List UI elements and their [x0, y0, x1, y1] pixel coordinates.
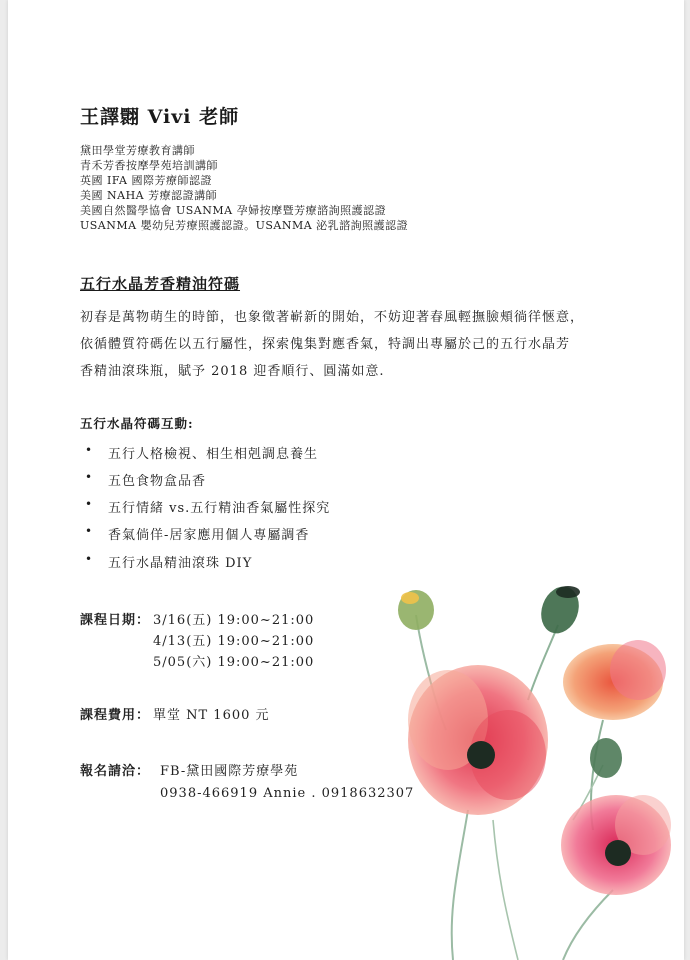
flyer-page	[8, 0, 684, 960]
credential-line: 美國 NAHA 芳療認證講師	[80, 189, 218, 202]
credential-line: USANMA 嬰幼兒芳療照護認證。USANMA 泌乳諮詢照護認證	[80, 219, 409, 232]
fee-value: 單堂 NT 1600 元	[153, 708, 270, 723]
bud-tip	[556, 586, 580, 598]
poppy-flower-coral	[563, 640, 666, 720]
credential-line: 黛田學堂芳療教育講師	[80, 144, 195, 157]
fee-label: 課程費用：	[80, 708, 151, 723]
schedule-date: 3/16(五) 19:00~21:00	[153, 613, 315, 628]
credential-line: 英國 IFA 國際芳療師認證	[80, 174, 212, 187]
credential-line: 美國自然醫學協會 USANMA 孕婦按摩暨芳療諮詢照護認證	[80, 204, 387, 217]
poppy-center	[467, 741, 495, 769]
bullet-icon: •	[85, 443, 93, 457]
schedule-date: 5/05(六) 19:00~21:00	[153, 655, 315, 670]
activity-item: 五行水晶精油滾珠 DIY	[108, 556, 253, 571]
bullet-icon: •	[85, 470, 93, 484]
credential-line: 青禾芳香按摩學苑培訓講師	[80, 159, 218, 172]
poppy-flowers-illustration	[368, 570, 684, 960]
contact-phones: 0938-466919 Annie . 0918632307	[160, 786, 415, 801]
course-title: 五行水晶芳香精油符碼	[80, 275, 241, 293]
activity-item: 五行人格檢視、相生相剋調息養生	[108, 447, 319, 462]
poppy-center	[605, 840, 631, 866]
stem	[563, 890, 613, 960]
stem	[528, 625, 558, 700]
bullet-icon: •	[85, 552, 93, 566]
intro-line: 初春是萬物萌生的時節，也象徵著嶄新的開始，不妨迎著春風輕撫臉頰徜徉愜意，	[80, 310, 585, 325]
poppy-flower-large	[408, 665, 548, 815]
stem	[493, 820, 518, 960]
activity-item: 香氣倘佯-居家應用個人專屬調香	[108, 528, 310, 543]
bud-tip	[401, 592, 419, 604]
bullet-icon: •	[85, 497, 93, 511]
stem	[452, 810, 468, 960]
teacher-name: 王譯翾 Vivi 老師	[80, 106, 240, 128]
bullet-icon: •	[85, 524, 93, 538]
poppy-bud-icon	[590, 738, 622, 778]
intro-line: 香精油滾珠瓶，賦予 2018 迎香順行、圓滿如意.	[80, 364, 385, 379]
schedule-date: 4/13(五) 19:00~21:00	[153, 634, 315, 649]
activity-item: 五行情緒 vs.五行精油香氣屬性探究	[108, 501, 331, 516]
contact-label: 報名請洽：	[80, 764, 151, 779]
activities-heading: 五行水晶符碼互動:	[80, 416, 194, 431]
activity-item: 五色食物盒品香	[108, 474, 207, 489]
schedule-label: 課程日期：	[80, 613, 151, 628]
intro-line: 依循體質符碼佐以五行屬性，探索傀集對應香氣，特調出專屬於己的五行水晶芳	[80, 337, 571, 352]
contact-org: FB-黛田國際芳療學苑	[160, 764, 299, 779]
poppy-flower-pink	[561, 795, 671, 895]
